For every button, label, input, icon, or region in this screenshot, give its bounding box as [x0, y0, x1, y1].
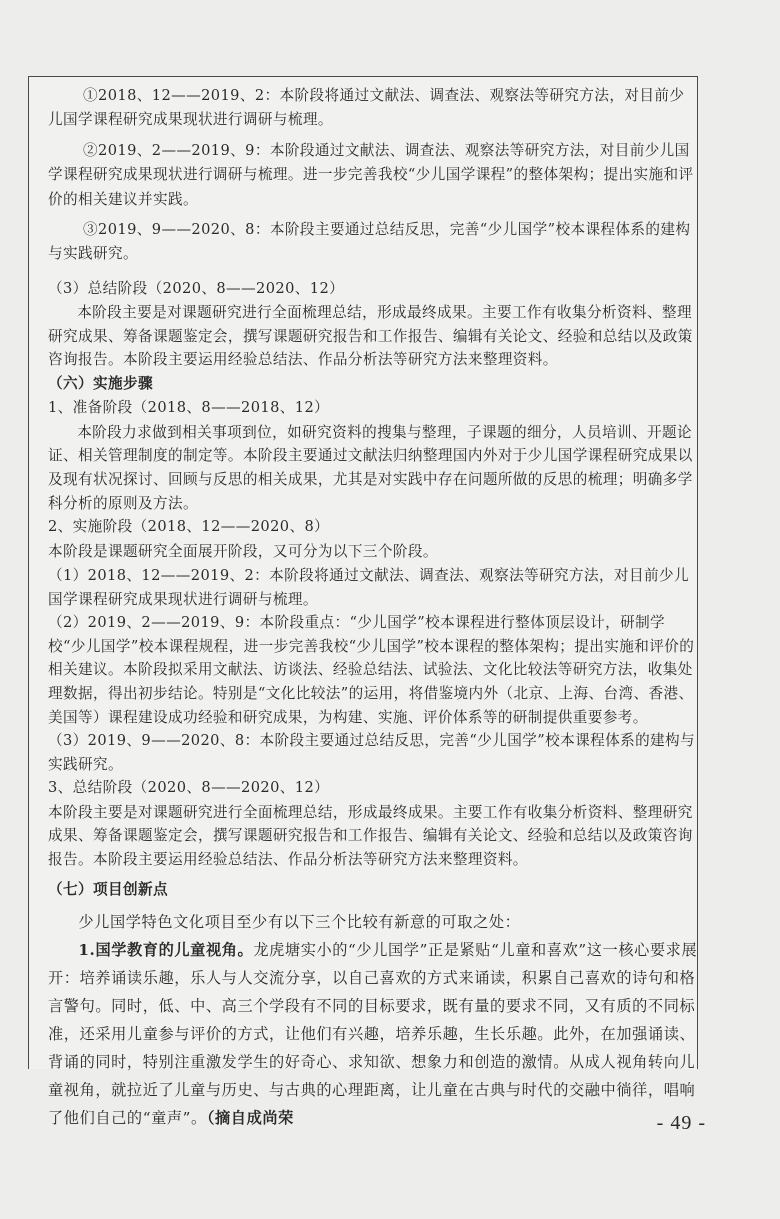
paragraph: （3）2019、9——2020、8：本阶段主要通过总结反思，完善“少儿国学”校本课程体系的建构与实践研究。 [48, 732, 696, 773]
section-heading: （六）实施步骤 [48, 375, 153, 393]
paragraph: ②2019、2——2019、9：本阶段通过文献法、调查法、观察法等研究方法，对目前少儿国学课程研究成果现状进行调研与梳理。进一步完善我校“少儿国学课程”的整体架构；提出实施和评价的相关建议并实践。 [48, 141, 694, 208]
paragraph: （1）2018、12——2019、2：本阶段将通过文献法、调查法、观察法等研究方法，对目前少儿国学课程研究成果现状进行调研与梳理。 [48, 567, 690, 608]
paragraph: ③2019、9——2020、8：本阶段主要通过总结反思，完善“少儿国学”校本课程体系的建构与实践研究。 [48, 221, 691, 263]
paragraph [48, 936, 698, 1132]
paragraph: 本阶段力求做到相关事项到位，如研究资料的搜集与整理，子课题的细分，人员培训、开题论证、相关管理制度的制定等。本阶段主要通过文献法归纳整理国内外对于少儿国学课程研究成果以及现有状况探讨、回顾与反思的相关成果，尤其是对实践中存在问题所做的反思的梳理；明确多学科分析的原则及方法。 [48, 423, 693, 512]
document-body [48, 84, 698, 1132]
paragraph: 本阶段是课题研究全面展开阶段，又可分为以下三个阶段。 [48, 542, 438, 560]
paragraph: 少儿国学特色文化项目至少有以下三个比较有新意的可取之处： [78, 912, 521, 931]
section-heading: （七）项目创新点 [48, 880, 168, 898]
paragraph: 本阶段主要是对课题研究进行全面梳理总结，形成最终成果。主要工作有收集分析资料、整理研究成果、筹备课题鉴定会，撰写课题研究报告和工作报告、编辑有关论文、经验和总结以及政策咨询报告。本阶段主要运用经验总结法、作品分析法等研究方法来整理资料。 [48, 304, 693, 369]
paragraph: 本阶段主要是对课题研究进行全面梳理总结，形成最终成果。主要工作有收集分析资料、整理研究成果、筹备课题鉴定会，撰写课题研究报告和工作报告、编辑有关论文、经验和总结以及政策咨询报告。本阶段主要运用经验总结法、作品分析法等研究方法来整理资料。 [48, 803, 693, 868]
paragraph: ①2018、12——2019、2：本阶段将通过文献法、调查法、观察法等研究方法，对目前少儿国学课程研究成果现状进行调研与梳理。 [48, 87, 685, 129]
section-heading: 3、总结阶段（2020、8——2020、12） [48, 779, 330, 797]
section-heading: 1、准备阶段（2018、8——2018、12） [48, 399, 330, 417]
bold-lead: 1.国学教育的儿童视角。 [78, 940, 254, 959]
paragraph-text: 龙虎塘实小的“少儿国学”正是紧贴“儿童和喜欢”这一核心要求展开：培养诵读乐趣，乐人与人交流分享，以自己喜欢的方式来诵读，积累自己喜欢的诗句和格言警句。同时，低、中、高三个学段有不同的目标要求，既有量的要求不同，又有质的不同标准，还采用儿童参与评价的方式，让他们有兴趣，培养乐趣，生长乐趣。此外，在加强诵读、背诵的同时，特别注重激发学生的好奇心、求知欲、想象力和创造的激情。从成人视角转向儿童视角，就拉近了儿童与历史、与古典的心理距离，让儿童在古典与时代的交融中徜徉，唱响了他们自己的“童声”。 [48, 940, 698, 1127]
section-heading: （3）总结阶段（2020、8——2020、12） [48, 279, 345, 297]
citation-text: （摘自成尚荣 [206, 1108, 294, 1127]
section-heading: 2、实施阶段（2018、12——2020、8） [48, 518, 330, 536]
page-number: - 49 - [656, 1112, 706, 1134]
paragraph: （2）2019、2——2019、9：本阶段重点：“少儿国学”校本课程进行整体顶层设计，研制学校“少儿国学”校本课程规程，进一步完善我校“少儿国学”校本课程的整体架构；提出实施和评价的相关建议。本阶段拟采用文献法、访谈法、经验总结法、试验法、文化比较法等研究方法，收集处理数据，得出初步结论。特别是“文化比较法”的运用，将借鉴境内外（北京、上海、台湾、香港、美国等）课程建设成功经验和研究成果，为构建、实施、评价体系等的研制提供重要参考。 [48, 614, 695, 726]
